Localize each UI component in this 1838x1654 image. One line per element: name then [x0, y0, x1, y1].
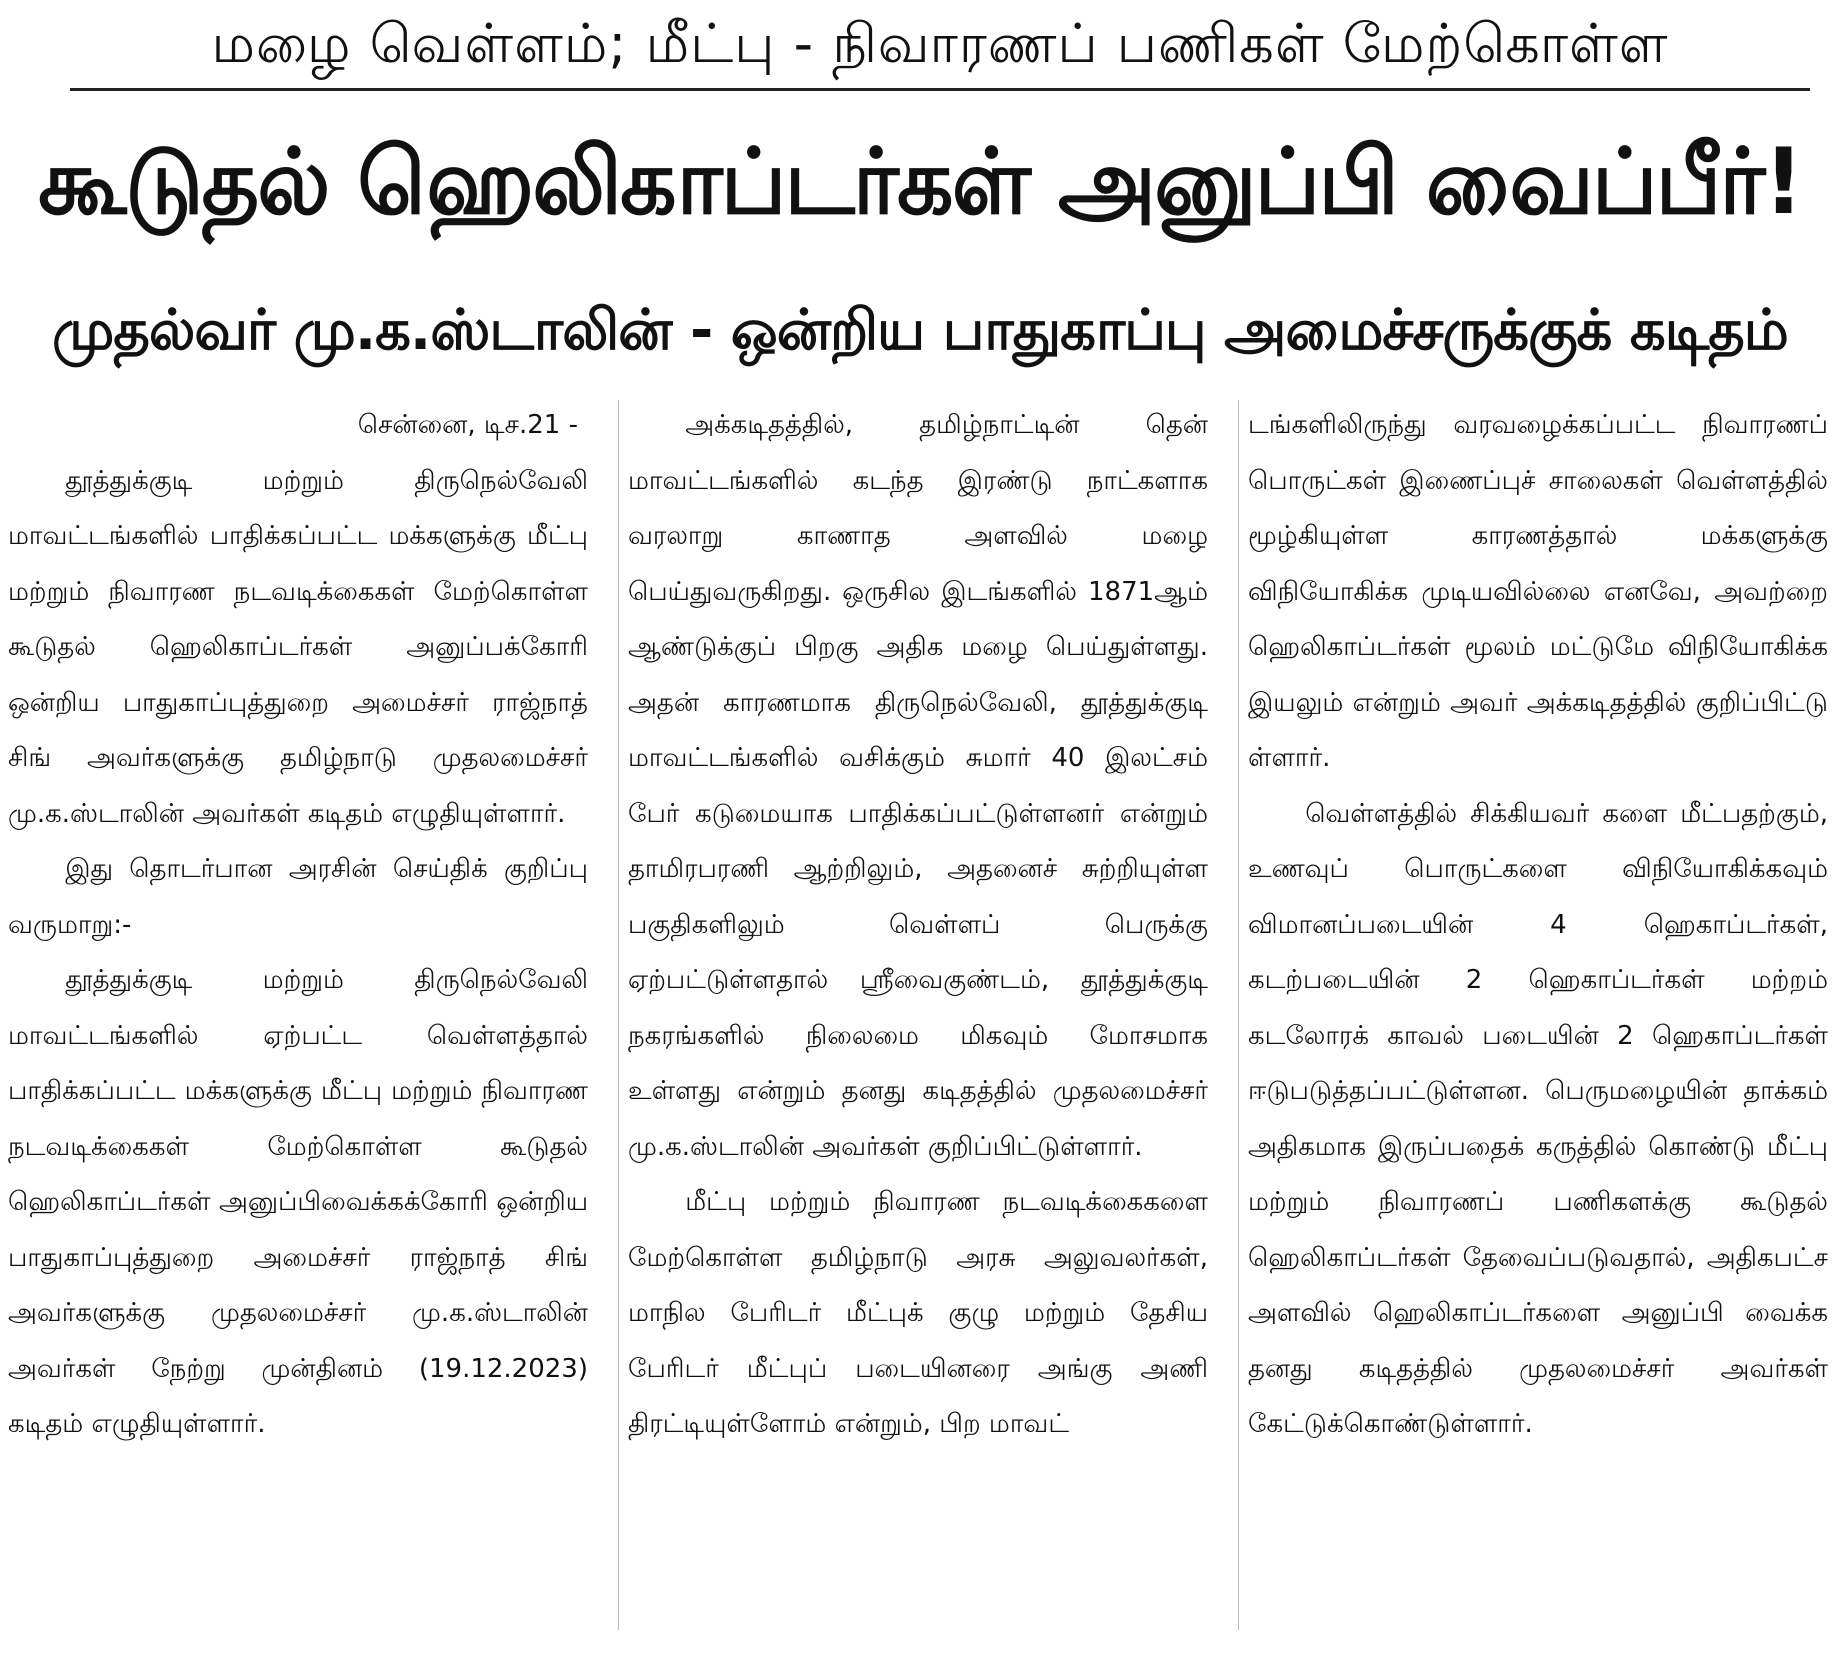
column-divider — [618, 400, 619, 1630]
paragraph: வெள்ளத்தில் சிக்கியவர் களை மீட்பதற்கும், உணவுப் பொருட்களை விநியோகிக்கவும் விமானப்படையின் 4 ஹெகாப்டர்கள், கடற்படையின் 2 ஹெகாப்டர்கள் மற்றம் கடலோரக் காவல் படையின் 2 ஹெகாப்டர்கள் ஈடுபடுத்தப்பட்டுள்ளன. பெருமழையின் தாக்கம் அதிகமாக இருப்பதைக் கருத்தில் கொண்டு மீட்பு மற்றும் நிவாரணப் பணிகளக்கு கூடுதல் ஹெலிகாப்டர்கள் தேவைப்படுவதால், அதிகபட்ச அளவில் ஹெலிகாப்டர்களை அனுப்பி வைக்க தனது கடிதத்தில் முதலமைச்சர் அவர்கள் கேட்டுக்கொண்டுள்ளார். — [1248, 798, 1828, 1439]
body-column-3 — [1248, 398, 1828, 1638]
paragraph: தூத்துக்குடி மற்றும் திருநெல்வேலி மாவட்டங்களில் பாதிக்கப்பட்ட மக்களுக்கு மீட்பு மற்றும் நிவாரண நடவடிக்கைகள் மேற்கொள்ள கூடுதல் ஹெலிகாப்டர்கள் அனுப்பக்கோரி ஒன்றிய பாதுகாப்புத்துறை அமைச்சர் ராஜ்நாத் சிங் அவர்களுக்கு தமிழ்நாடு முதலமைச்சர் மு.க.ஸ்டாலின் அவர்கள் கடிதம் எழுதியுள்ளார். — [8, 465, 588, 829]
kicker-line: மழை வெள்ளம்; மீட்பு - நிவாரணப் பணிகள் மேற்கொள்ள — [211, 12, 1669, 75]
paragraph: அக்கடிதத்தில், தமிழ்நாட்டின் தென் மாவட்டங்களில் கடந்த இரண்டு நாட்களாக வரலாறு காணாத அளவில் மழை பெய்துவருகிறது. ஒருசில இடங்களில் 1871ஆம் ஆண்டுக்குப் பிறகு அதிக மழை பெய்துள்ளது. அதன் காரணமாக திருநெல்வேலி, தூத்துக்குடி மாவட்டங்களில் வசிக்கும் சுமார் 40 இலட்சம் பேர் கடுமையாக பாதிக்கப்பட்டுள்ளனர் என்றும் தாமிரபரணி ஆற்றிலும், அதனைச் சுற்றியுள்ள பகுதிகளிலும் வெள்ளப் பெருக்கு ஏற்பட்டுள்ளதால் ஸ்ரீவைகுண்டம், தூத்துக்குடி நகரங்களில் நிலைமை மிகவும் மோசமாக உள்ளது என்றும் தனது கடிதத்தில் முதலமைச்சர் மு.க.ஸ்டாலின் அவர்கள் குறிப்பிட்டுள்ளார். — [628, 410, 1208, 1162]
headline: கூடுதல் ஹெலிகாப்டர்கள் அனுப்பி வைப்பீர்! — [38, 130, 1802, 235]
paragraph: தூத்துக்குடி மற்றும் திருநெல்வேலி மாவட்டங்களில் ஏற்பட்ட வெள்ளத்தால் பாதிக்கப்பட்ட மக்களுக்கு மீட்பு மற்றும் நிவாரண நடவடிக்கைகள் மேற்கொள்ள கூடுதல் ஹெலிகாப்டர்கள் அனுப்பிவைக்கக்கோரி ஒன்றிய பாதுகாப்புத்துறை அமைச்சர் ராஜ்நாத் சிங் அவர்களுக்கு முதலமைச்சர் மு.க.ஸ்டாலின் அவர்கள் நேற்று முன்தினம் (19.12.2023) கடிதம் எழுதியுள்ளார். — [8, 965, 588, 1439]
paragraph: மீட்பு மற்றும் நிவாரண நடவடிக்கைகளை மேற்கொள்ள தமிழ்நாடு அரசு அலுவலர்கள், மாநில பேரிடர் மீட்புக் குழு மற்றும் தேசிய பேரிடர் மீட்புப் படையினரை அங்கு அணி திரட்டியுள்ளோம் என்றும், பிற மாவட் — [628, 1187, 1208, 1439]
kicker-divider — [70, 88, 1810, 91]
paragraph: டங்களிலிருந்து வரவழைக்கப்பட்ட நிவாரணப் பொருட்கள் இணைப்புச் சாலைகள் வெள்ளத்தில் மூழ்கியுள்ள காரணத்தால் மக்களுக்கு விநியோகிக்க முடியவில்லை எனவே, அவற்றை ஹெலிகாப்டர்கள் மூலம் மட்டுமே விநியோகிக்க இயலும் என்றும் அவர் அக்கடிதத்தில் குறிப்பிட்டு ள்ளார். — [1248, 410, 1828, 773]
paragraph: இது தொடர்பான அரசின் செய்திக் குறிப்பு வருமாறு:- — [8, 854, 588, 940]
column-divider — [1238, 400, 1239, 1630]
subheadline: முதல்வர் மு.க.ஸ்டாலின் - ஒன்றிய பாதுகாப்பு அமைச்சருக்குக் கடிதம் — [52, 298, 1788, 363]
dateline: சென்னை, டிச.21 - — [357, 410, 578, 440]
body-column-2 — [628, 398, 1208, 1638]
body-column-1 — [8, 398, 588, 1638]
